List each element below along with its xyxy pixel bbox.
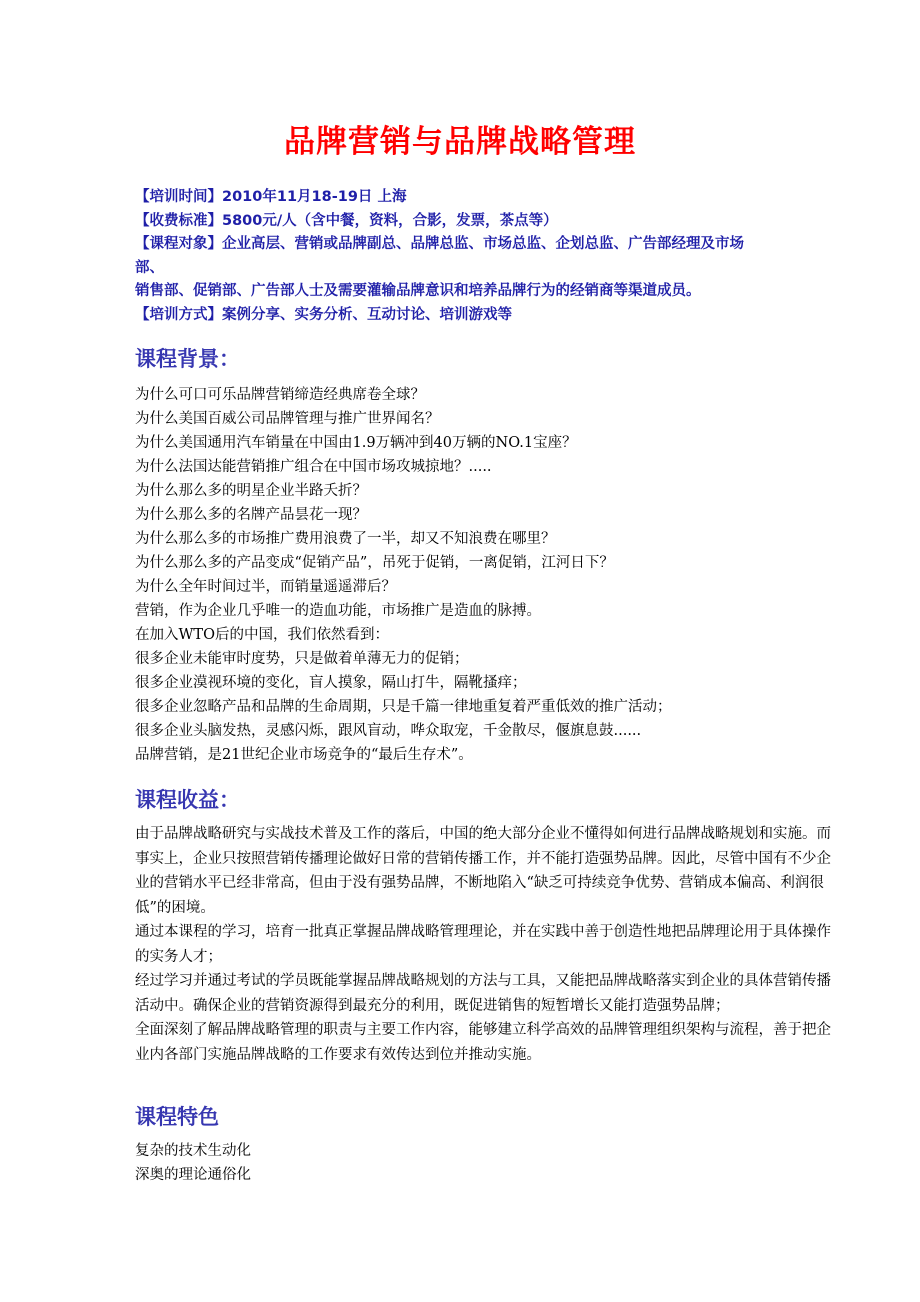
benefits-paragraph: 通过本课程的学习，培育一批真正掌握品牌战略管理理论，并在实践中善于创造性地把品牌理论用于具体操作的实务人才； [135, 924, 831, 965]
benefits-paragraph: 由于品牌战略研究与实战技术普及工作的落后，中国的绝大部分企业不懂得如何进行品牌战略规划和实施。而事实上，企业只按照营销传播理论做好日常的营销传播工作，并不能打造强势品牌。因此，尽管中国有不少企业的营销水平已经非常高，但由于没有强势品牌，不断地陷入“缺乏可持续竞争优势、营销成本偏高、利润很低”的困境。 [135, 826, 831, 916]
background-line: 在加入WTO后的中国，我们依然看到： [135, 627, 389, 643]
info-training-time: 【培训时间】2010年11月18-19日 上海 [135, 189, 407, 205]
benefits-paragraph: 经过学习并通过考试的学员既能掌握品牌战略规划的方法与工具，又能把品牌战略落实到企业的具体营销传播活动中。确保企业的营销资源得到最充分的利用，既促进销售的短暂增长又能打造强势品牌； [135, 973, 831, 1014]
background-line: 品牌营销，是21世纪企业市场竞争的“最后生存术”。 [135, 747, 473, 763]
benefits-paragraph: 全面深刻了解品牌战略管理的职责与主要工作内容，能够建立科学高效的品牌管理组织架构与流程，善于把企业内各部门实施品牌战略的工作要求有效传达到位并推动实施。 [135, 1022, 831, 1063]
background-line: 为什么那么多的市场推广费用浪费了一半，却又不知浪费在哪里？ [135, 531, 556, 547]
info-audience-line-3: 销售部、促销部、广告部人士及需要灌输品牌意识和培养品牌行为的经销商等渠道成员。 [135, 283, 701, 299]
background-line: 很多企业未能审时度势，只是做着单薄无力的促销； [135, 651, 469, 667]
background-line: 为什么全年时间过半，而销量遥遥滞后？ [135, 579, 396, 595]
background-line: 为什么美国百威公司品牌管理与推广世界闻名？ [135, 411, 440, 427]
background-line: 为什么美国通用汽车销量在中国由1.9万辆冲到40万辆的NO.1宝座？ [135, 435, 577, 451]
info-fee: 【收费标准】5800元/人（含中餐，资料，合影，发票，茶点等） [135, 212, 558, 229]
features-text [135, 1139, 847, 1187]
feature-line: 复杂的技术生动化 [135, 1143, 251, 1159]
page-title: 品牌营销与品牌战略管理 [284, 124, 636, 160]
background-text [135, 383, 847, 767]
background-line: 很多企业忽略产品和品牌的生命周期，只是千篇一律地重复着严重低效的推广活动； [135, 699, 672, 715]
background-line: 为什么可口可乐品牌营销缔造经典席卷全球？ [135, 387, 425, 403]
background-line: 很多企业漠视环境的变化，盲人摸象，隔山打牛，隔靴搔痒； [135, 675, 527, 691]
background-line: 为什么那么多的明星企业半路夭折？ [135, 483, 367, 499]
section-heading-features: 课程特色 [135, 1105, 219, 1129]
info-audience-line-2: 部、 [135, 259, 164, 276]
background-line: 很多企业头脑发热，灵感闪烁，跟风盲动，哗众取宠，千金散尽，偃旗息鼓...... [135, 723, 642, 739]
section-heading-background: 课程背景： [135, 347, 240, 371]
background-line: 为什么法国达能营销推广组合在中国市场攻城掠地？..... [135, 459, 492, 475]
benefits-text [135, 822, 843, 1067]
feature-line: 深奥的理论通俗化 [135, 1167, 251, 1183]
background-line: 营销，作为企业几乎唯一的造血功能，市场推广是造血的脉搏。 [135, 603, 541, 619]
background-line: 为什么那么多的名牌产品昙花一现？ [135, 507, 367, 523]
info-audience-line-1: 【课程对象】企业高层、营销或品牌副总、品牌总监、市场总监、企划总监、广告部经理及市场 [135, 236, 744, 252]
info-training-method: 【培训方式】案例分享、实务分析、互动讨论、培训游戏等 [135, 306, 512, 323]
background-line: 为什么那么多的产品变成“促销产品”，吊死于促销，一离促销，江河日下？ [135, 555, 614, 571]
course-info [135, 186, 835, 327]
section-heading-benefits: 课程收益： [135, 788, 240, 812]
